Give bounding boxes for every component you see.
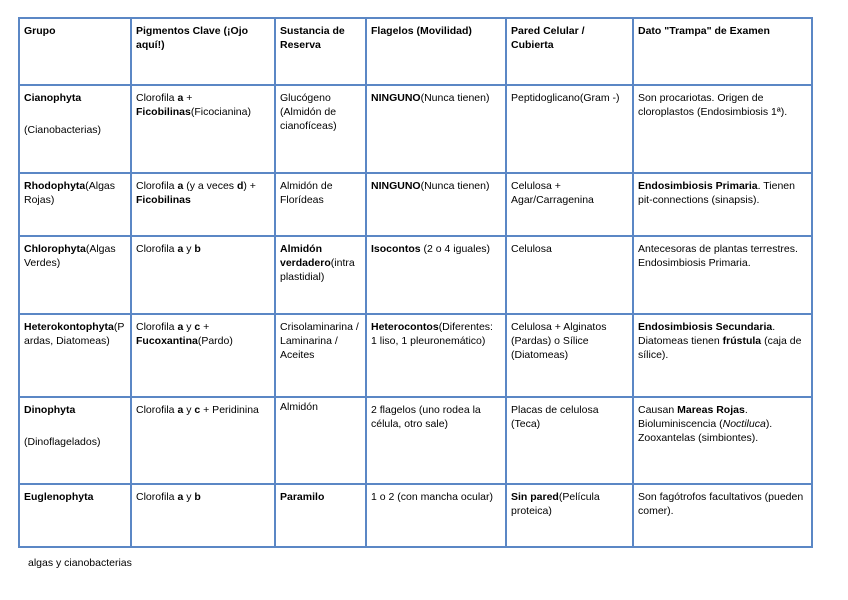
pigment-text: y — [183, 321, 195, 333]
pigment-strong: b — [194, 491, 201, 503]
fact-italic: Noctiluca — [722, 417, 766, 430]
cell-reserva: Crisolaminarina / Laminarina / Aceites — [275, 314, 366, 397]
fact-text: . Tienen pit-connections (sinapsis). — [638, 180, 795, 206]
group-name: Chlorophyta — [24, 243, 86, 255]
cell-pared: Placas de celulosa (Teca) — [506, 397, 633, 484]
header-dato: Dato "Trampa" de Examen — [633, 18, 812, 85]
pigment-strong: c — [194, 321, 201, 333]
pigment-text: Clorofila — [136, 243, 178, 255]
table-row — [19, 314, 812, 397]
flagella-strong: Isocontos — [371, 243, 421, 255]
reserve-strong: Almidón verdadero — [280, 243, 331, 269]
pigment-text: Clorofila — [136, 321, 178, 333]
fact-text: . Diatomeas tienen — [638, 321, 776, 347]
table-row — [19, 173, 812, 236]
header-pared: Pared Celular / Cubierta — [506, 18, 633, 85]
fact-strong: Endosimbiosis Primaria — [638, 180, 758, 192]
flagella-text: (Diferentes: 1 liso, 1 pleuronemático) — [371, 321, 493, 347]
wall-strong: Sin pared — [511, 491, 559, 503]
pigment-strong: d — [236, 180, 244, 192]
cell-flagelos — [366, 85, 506, 173]
group-name: Euglenophyta — [24, 491, 94, 503]
cell-dato: Antecesoras de plantas terrestres. Endosimbiosis Primaria. — [633, 236, 812, 314]
flagella-text: (Nunca tienen) — [420, 92, 490, 104]
fact-strong: Endosimbiosis Secundaria — [638, 321, 773, 333]
pigment-text: (Ficocianina) — [190, 105, 251, 118]
cell-reserva — [275, 484, 366, 547]
pigment-strong: Ficobilinas — [136, 105, 191, 118]
group-name: Rhodophyta — [24, 180, 86, 192]
pigment-text: ) + — [243, 180, 256, 192]
cell-pigmentos — [131, 314, 275, 397]
pigment-text: Clorofila — [136, 92, 178, 104]
pigment-strong: a — [177, 491, 184, 503]
pigment-text: y — [183, 404, 195, 416]
cell-pared: Celulosa — [506, 236, 633, 314]
pigment-text: + — [200, 321, 210, 333]
pigment-strong: Fucoxantina — [136, 334, 198, 347]
pigment-text: (Pardo) — [197, 334, 233, 347]
cell-flagelos: 2 flagelos (uno rodea la célula, otro sale) — [366, 397, 506, 484]
table-row — [19, 397, 812, 484]
fact-strong: Mareas Rojas — [677, 404, 745, 416]
group-subtitle: (Algas Rojas) — [24, 180, 116, 206]
table-row — [19, 236, 812, 314]
pigment-text: + — [183, 92, 193, 104]
pigment-strong: c — [194, 404, 201, 416]
cell-dato: Son fagótrofos facultativos (pueden comer). — [633, 484, 812, 547]
fact-text: Causan — [638, 404, 678, 416]
cell-dato — [633, 173, 812, 236]
group-subtitle: (Algas Verdes) — [24, 243, 116, 269]
reserve-text: (intra plastidial) — [280, 256, 355, 283]
cell-pared — [506, 484, 633, 547]
cell-flagelos — [366, 236, 506, 314]
cell-pigmentos — [131, 85, 275, 173]
cell-grupo — [19, 236, 131, 314]
pigment-strong: a — [177, 321, 184, 333]
group-name: Heterokontophyta — [24, 321, 114, 333]
algae-comparison-table — [18, 17, 813, 548]
pigment-text: Clorofila — [136, 404, 178, 416]
fact-text: ). Zooxantelas (simbiontes). — [638, 417, 773, 444]
flagella-strong: NINGUNO — [371, 180, 421, 192]
cell-flagelos — [366, 314, 506, 397]
table-row — [19, 85, 812, 173]
fact-text: . Bioluminiscencia ( — [638, 404, 748, 430]
pigment-strong: a — [177, 92, 184, 104]
cell-pigmentos — [131, 236, 275, 314]
header-reserva: Sustancia de Reserva — [275, 18, 366, 85]
group-subtitle: (Cianobacterias) — [24, 123, 102, 136]
cell-pigmentos — [131, 173, 275, 236]
reserve-strong: Paramilo — [280, 491, 325, 503]
pigment-text: (y a veces — [183, 180, 237, 192]
pigment-strong: a — [177, 243, 184, 255]
table-header-row — [19, 18, 812, 85]
group-subtitle: (Dinoflagelados) — [24, 435, 101, 448]
fact-text: (caja de sílice). — [638, 334, 802, 361]
cell-grupo — [19, 85, 131, 173]
table-caption: algas y cianobacterias — [28, 557, 132, 569]
group-name: Cianophyta — [24, 92, 82, 104]
wall-text: (Película proteica) — [511, 491, 600, 517]
flagella-strong: NINGUNO — [371, 92, 421, 104]
pigment-strong: b — [194, 243, 201, 255]
cell-pigmentos — [131, 397, 275, 484]
pigment-text: Clorofila — [136, 491, 178, 503]
cell-grupo — [19, 484, 131, 547]
flagella-text: (Nunca tienen) — [420, 180, 490, 192]
header-grupo: Grupo — [19, 18, 131, 85]
cell-grupo — [19, 173, 131, 236]
cell-flagelos: 1 o 2 (con mancha ocular) — [366, 484, 506, 547]
pigment-text: y — [183, 491, 195, 503]
cell-pared: Peptidoglicano(Gram -) — [506, 85, 633, 173]
group-subtitle: (Pardas, Diatomeas) — [24, 321, 125, 347]
pigment-text: y — [183, 243, 195, 255]
cell-grupo — [19, 397, 131, 484]
cell-pigmentos — [131, 484, 275, 547]
cell-dato — [633, 314, 812, 397]
pigment-strong: Ficobilinas — [136, 193, 191, 206]
group-name: Dinophyta — [24, 404, 76, 416]
pigment-strong: a — [177, 404, 184, 416]
fact-strong: frústula — [722, 334, 762, 347]
pigment-text: + Peridinina — [200, 404, 259, 416]
cell-reserva: Almidón de Florídeas — [275, 173, 366, 236]
cell-dato: Son procariotas. Origen de cloroplastos (Endosimbiosis 1ª). — [633, 85, 812, 173]
pigment-text: Clorofila — [136, 180, 178, 192]
cell-pared: Celulosa + Alginatos (Pardas) o Sílice (Diatomeas) — [506, 314, 633, 397]
table-row — [19, 484, 812, 547]
cell-reserva — [275, 236, 366, 314]
cell-dato — [633, 397, 812, 484]
header-pigmentos: Pigmentos Clave (¡Ojo aquí!) — [131, 18, 275, 85]
cell-grupo — [19, 314, 131, 397]
flagella-text: (2 o 4 iguales) — [420, 243, 491, 255]
cell-reserva: Almidón — [275, 397, 366, 484]
header-flagelos: Flagelos (Movilidad) — [366, 18, 506, 85]
cell-flagelos — [366, 173, 506, 236]
flagella-strong: Heterocontos — [371, 321, 439, 333]
pigment-strong: a — [177, 180, 184, 192]
cell-pared: Celulosa + Agar/Carragenina — [506, 173, 633, 236]
cell-reserva: Glucógeno (Almidón de cianofíceas) — [275, 85, 366, 173]
